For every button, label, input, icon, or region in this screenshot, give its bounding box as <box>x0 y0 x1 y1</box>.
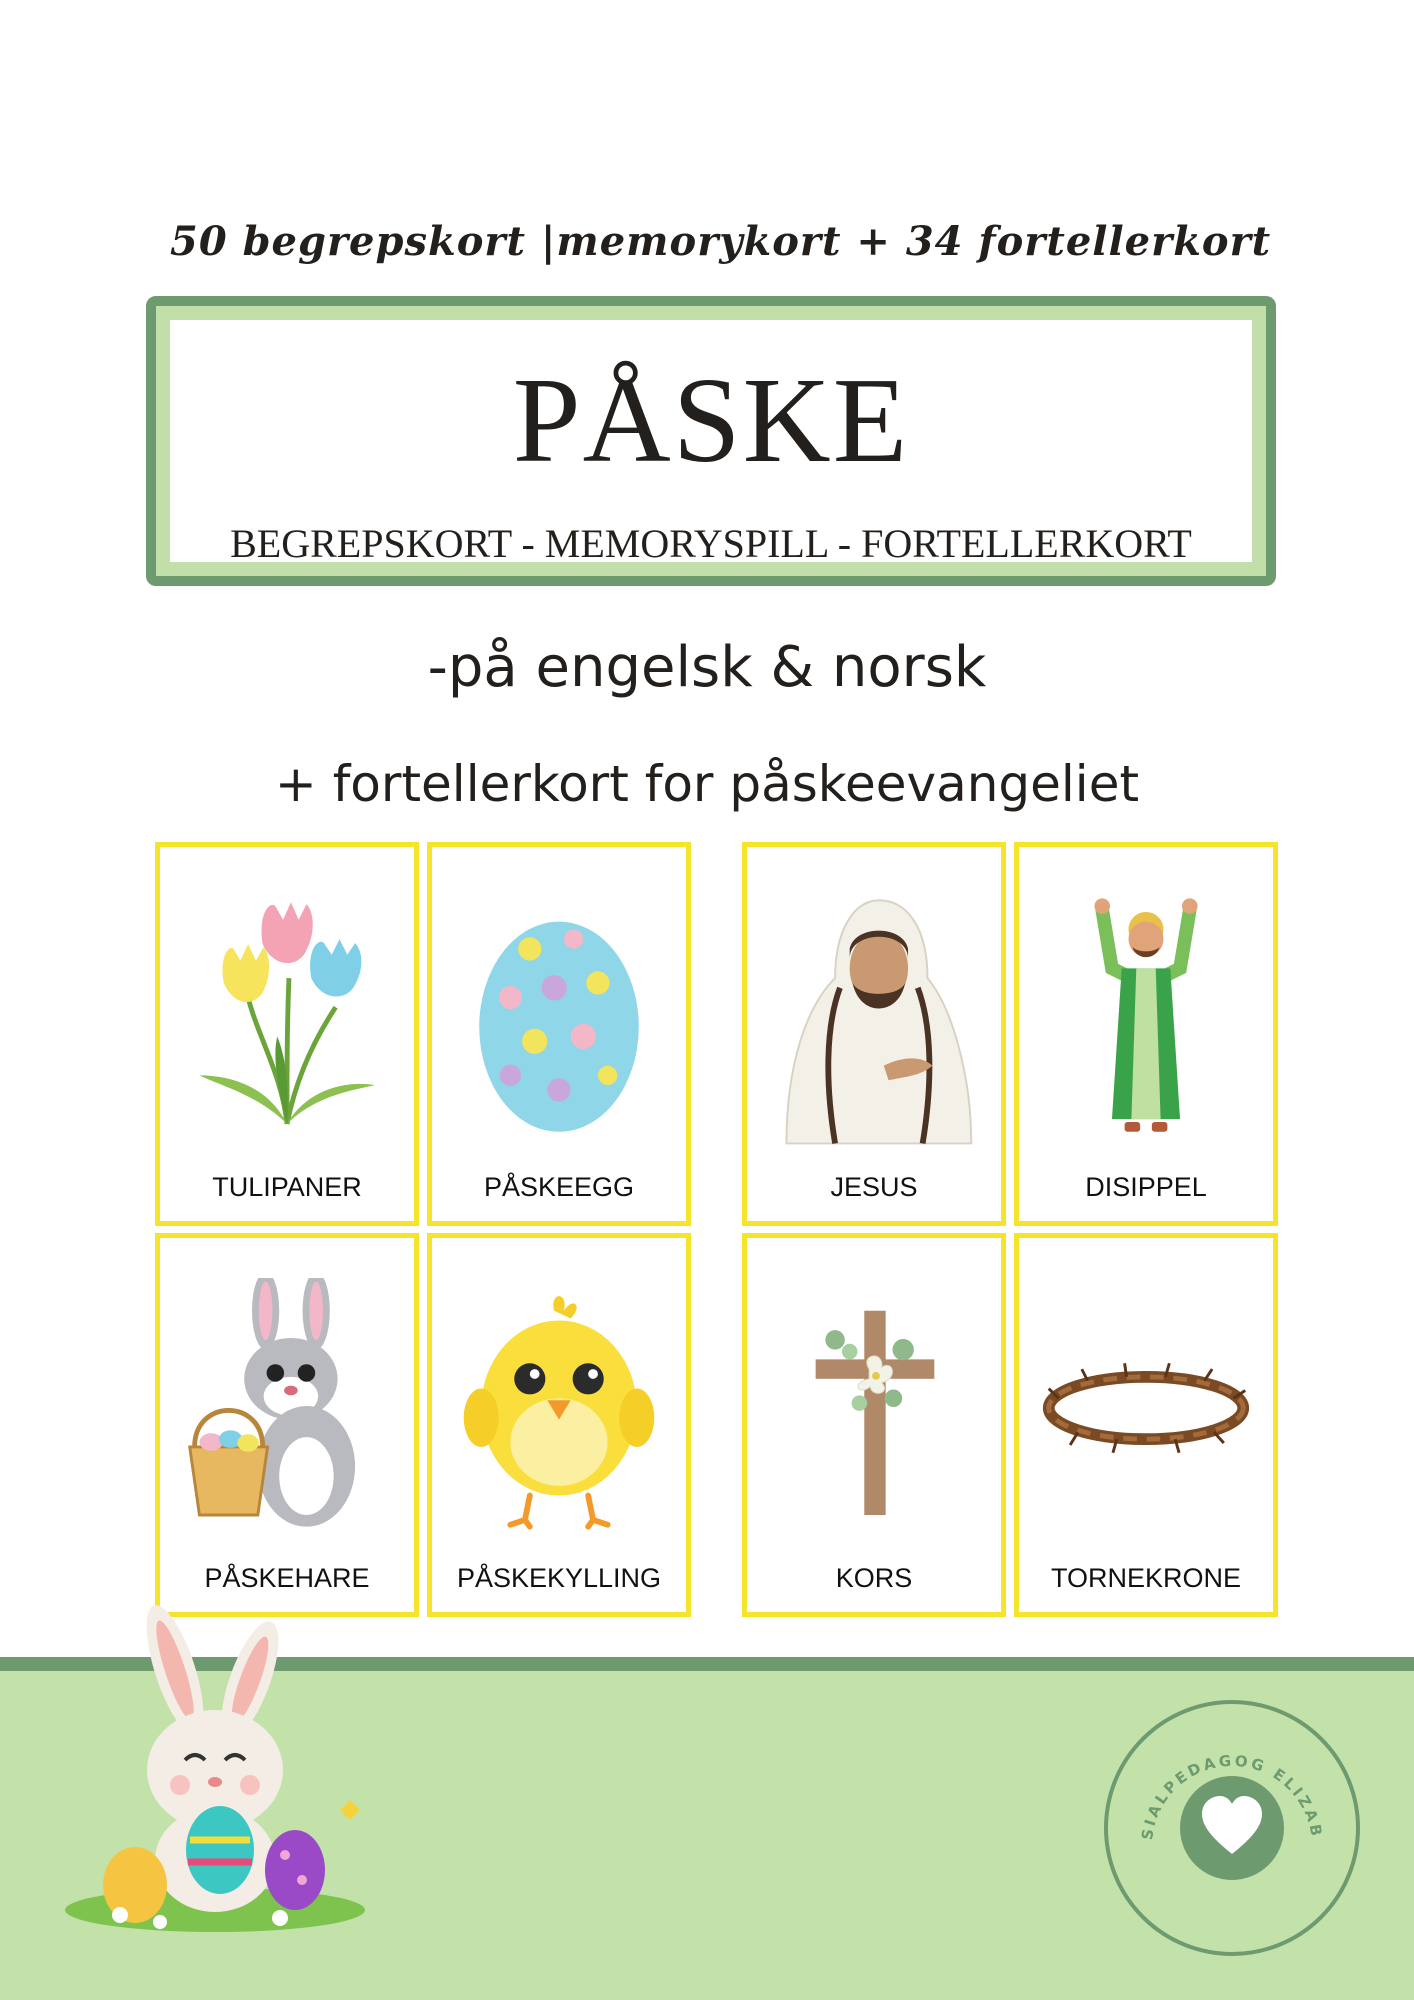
cross-icon <box>767 1278 981 1538</box>
card-disippel <box>1014 842 1278 1226</box>
card-paskekylling <box>427 1233 691 1617</box>
logo-stamp <box>1100 1696 1364 1960</box>
card-label: PÅSKEKYLLING <box>456 1563 662 1593</box>
card-label: PÅSKEHARE <box>204 1563 370 1593</box>
crown-of-thorns-icon <box>1039 1278 1253 1538</box>
stamp-text: SIALPEDAGOG ELIZAB <box>1138 1751 1326 1842</box>
card-label: TORNEKRONE <box>1050 1563 1242 1593</box>
title-inner <box>170 320 1252 566</box>
card-label: JESUS <box>830 1172 918 1202</box>
page-title: PÅSKE <box>512 353 910 488</box>
card-paskeegg <box>427 842 691 1226</box>
card-jesus <box>742 842 1006 1226</box>
card-label: DISIPPEL <box>1085 1172 1207 1202</box>
disciple-icon <box>1039 887 1253 1147</box>
easter-bunny-icon <box>40 1600 400 1940</box>
easter-chick-icon <box>452 1278 666 1538</box>
language-note: -på engelsk & norsk <box>427 635 987 700</box>
card-label: PÅSKEEGG <box>483 1172 635 1202</box>
title-box <box>146 296 1276 586</box>
card-paskehare <box>155 1233 419 1617</box>
story-cards-note: + fortellerkort for påskeevangeliet <box>274 755 1140 813</box>
card-kors <box>742 1233 1006 1617</box>
tulips-icon <box>180 887 394 1147</box>
tagline: 50 begrepskort |memorykort + 34 fortellerkort <box>170 218 1272 265</box>
card-label: KORS <box>835 1563 913 1593</box>
card-label: TULIPANER <box>212 1172 362 1202</box>
card-tornekrone <box>1014 1233 1278 1617</box>
card-tulipaner <box>155 842 419 1226</box>
easter-egg-icon <box>452 887 666 1147</box>
jesus-icon <box>767 887 981 1147</box>
easter-bunny-icon <box>180 1278 394 1538</box>
page-subtitle: BEGREPSKORT - MEMORYSPILL - FORTELLERKORT <box>230 521 1192 566</box>
